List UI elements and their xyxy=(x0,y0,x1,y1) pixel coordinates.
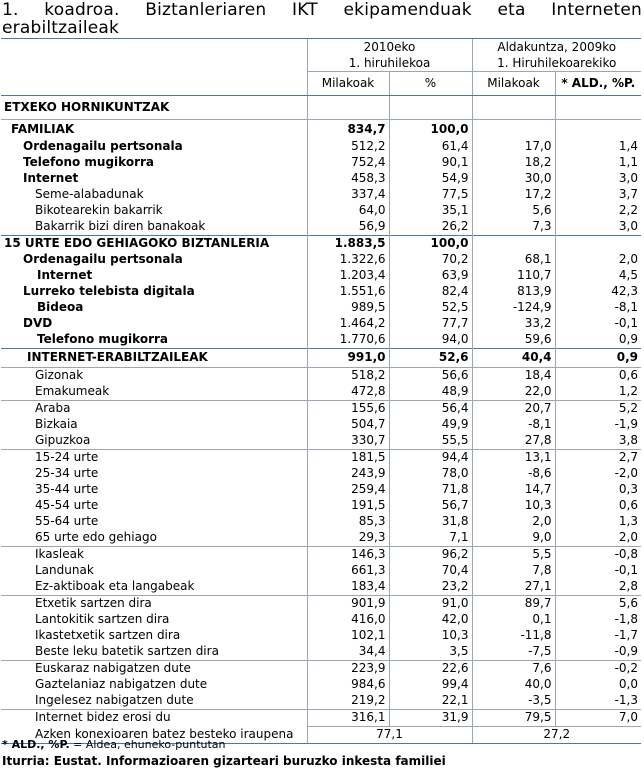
footnote xyxy=(2,738,226,751)
table-row xyxy=(1,612,641,628)
table-row xyxy=(1,367,641,384)
row-label: Araba xyxy=(1,400,307,417)
cell-change-ald: -0,9 xyxy=(555,644,641,661)
row-label: Etxetik sartzen dira xyxy=(1,595,307,612)
row-label: Bizkaia xyxy=(35,417,78,431)
cell-pct: 94,0 xyxy=(389,332,472,349)
cell-pct: 96,2 xyxy=(389,546,472,563)
table-row xyxy=(1,96,641,120)
cell-pct: 56,6 xyxy=(389,367,472,384)
cell-milakoak: 85,3 xyxy=(307,514,389,530)
cell-change-milakoak: -11,8 xyxy=(472,628,555,644)
cell-milakoak: 330,7 xyxy=(307,433,389,450)
table-row xyxy=(1,660,641,677)
cell-change-milakoak: -3,5 xyxy=(472,693,555,710)
cell-milakoak: 337,4 xyxy=(307,187,389,203)
header-milakoak: Milakoak xyxy=(307,72,389,96)
cell-change-ald: 0,9 xyxy=(555,348,641,367)
table-row xyxy=(1,219,641,236)
cell-milakoak: 834,7 xyxy=(307,120,389,139)
row-label: Ez-aktiboak eta langabeak xyxy=(35,579,195,593)
cell-change-milakoak: 89,7 xyxy=(472,595,555,612)
cell-pct: 3,5 xyxy=(389,644,472,661)
cell-pct xyxy=(389,96,472,120)
cell-change-ald: 0,3 xyxy=(555,482,641,498)
table-row xyxy=(1,482,641,498)
cell-change-milakoak: 18,2 xyxy=(472,155,555,171)
cell-change-milakoak: 79,5 xyxy=(472,709,555,726)
row-label: INTERNET-ERABILTZAILEAK xyxy=(1,348,307,367)
cell-pct: 31,8 xyxy=(389,514,472,530)
merged-value-2010: 77,1 xyxy=(307,726,472,743)
table-row xyxy=(1,268,641,284)
row-label: DVD xyxy=(23,316,53,330)
cell-change-milakoak: 7,8 xyxy=(472,563,555,579)
cell-change-ald: -0,2 xyxy=(555,660,641,677)
cell-change-ald: 2,0 xyxy=(555,252,641,268)
cell-change-milakoak: 20,7 xyxy=(472,400,555,417)
table-row xyxy=(1,332,641,349)
cell-change-ald: 3,8 xyxy=(555,433,641,450)
table-row xyxy=(1,120,641,139)
cell-change-milakoak: 68,1 xyxy=(472,252,555,268)
table-row xyxy=(1,384,641,401)
cell-change-ald: 3,0 xyxy=(555,171,641,187)
cell-pct: 52,5 xyxy=(389,300,472,316)
cell-change-ald: 1,3 xyxy=(555,514,641,530)
cell-change-ald: 1,1 xyxy=(555,155,641,171)
table-row xyxy=(1,546,641,563)
cell-change-milakoak: 18,4 xyxy=(472,367,555,384)
cell-pct: 56,7 xyxy=(389,498,472,514)
cell-change-ald xyxy=(555,235,641,252)
table-row xyxy=(1,644,641,661)
cell-pct: 52,6 xyxy=(389,348,472,367)
source-note: Iturria: Eustat. Informazioaren gizarteari buruzko inkesta familiei xyxy=(2,754,446,768)
header-change-sub: 1. Hiruhilekoarekiko xyxy=(472,55,641,72)
cell-pct: 42,0 xyxy=(389,612,472,628)
cell-change-ald: 0,6 xyxy=(555,498,641,514)
cell-change-ald: -2,0 xyxy=(555,466,641,482)
cell-change-ald: 5,6 xyxy=(555,595,641,612)
cell-pct: 70,4 xyxy=(389,563,472,579)
cell-milakoak: 29,3 xyxy=(307,530,389,547)
row-label: 15 URTE EDO GEHIAGOKO BIZTANLERIA xyxy=(1,235,307,252)
cell-change-milakoak: 10,3 xyxy=(472,498,555,514)
row-label: Bideoa xyxy=(37,300,84,314)
cell-milakoak: 518,2 xyxy=(307,367,389,384)
cell-change-ald: 3,0 xyxy=(555,219,641,236)
cell-change-milakoak: 17,0 xyxy=(472,139,555,155)
cell-milakoak: 56,9 xyxy=(307,219,389,236)
cell-change-ald: -8,1 xyxy=(555,300,641,316)
row-label: Ordenagailu pertsonala xyxy=(23,252,183,266)
row-label: 15-24 urte xyxy=(1,449,307,466)
cell-change-ald: 1,4 xyxy=(555,139,641,155)
cell-pct: 35,1 xyxy=(389,203,472,219)
cell-milakoak: 989,5 xyxy=(307,300,389,316)
table-row xyxy=(1,235,641,252)
cell-milakoak: 1.551,6 xyxy=(307,284,389,300)
table-row xyxy=(1,316,641,332)
footnote-symbol: * ALD., %P. xyxy=(2,738,70,751)
cell-change-milakoak: 40,0 xyxy=(472,677,555,693)
cell-change-milakoak: 22,0 xyxy=(472,384,555,401)
table-row xyxy=(1,514,641,530)
cell-pct: 71,8 xyxy=(389,482,472,498)
cell-milakoak: 34,4 xyxy=(307,644,389,661)
cell-milakoak: 661,3 xyxy=(307,563,389,579)
table-row xyxy=(1,300,641,316)
table-row xyxy=(1,252,641,268)
row-label: Telefono mugikorra xyxy=(37,332,168,346)
cell-pct: 54,9 xyxy=(389,171,472,187)
cell-change-ald: -1,7 xyxy=(555,628,641,644)
cell-pct: 82,4 xyxy=(389,284,472,300)
cell-milakoak: 181,5 xyxy=(307,449,389,466)
header-2010-sub: 1. hiruhilekoa xyxy=(307,55,472,72)
row-label: Ingelesez nabigatzen dute xyxy=(35,693,194,707)
row-label: FAMILIAK xyxy=(1,120,307,139)
cell-change-milakoak xyxy=(472,235,555,252)
table-row xyxy=(1,579,641,596)
header-pct: % xyxy=(389,72,472,96)
cell-milakoak: 458,3 xyxy=(307,171,389,187)
cell-milakoak: 984,6 xyxy=(307,677,389,693)
row-label: 65 urte edo gehiago xyxy=(35,530,157,544)
table-title xyxy=(2,1,642,37)
cell-milakoak: 183,4 xyxy=(307,579,389,596)
cell-pct: 77,7 xyxy=(389,316,472,332)
cell-change-milakoak: 7,6 xyxy=(472,660,555,677)
cell-change-ald: 42,3 xyxy=(555,284,641,300)
cell-pct: 70,2 xyxy=(389,252,472,268)
cell-change-ald: -0,8 xyxy=(555,546,641,563)
cell-milakoak: 64,0 xyxy=(307,203,389,219)
cell-change-ald: 2,8 xyxy=(555,579,641,596)
cell-pct: 22,6 xyxy=(389,660,472,677)
cell-milakoak: 512,2 xyxy=(307,139,389,155)
cell-change-ald: 5,2 xyxy=(555,400,641,417)
row-label: Lantokitik sartzen dira xyxy=(35,612,170,626)
cell-milakoak: 243,9 xyxy=(307,466,389,482)
table-row xyxy=(1,139,641,155)
cell-pct: 23,2 xyxy=(389,579,472,596)
table-row xyxy=(1,709,641,726)
cell-change-ald: -1,8 xyxy=(555,612,641,628)
row-label: Ikastetxetik sartzen dira xyxy=(35,628,181,642)
cell-pct: 77,5 xyxy=(389,187,472,203)
row-label: Telefono mugikorra xyxy=(23,155,154,169)
merged-value-change: 27,2 xyxy=(472,726,641,743)
cell-pct: 56,4 xyxy=(389,400,472,417)
row-label: Azken konexioaren batez besteko iraupena xyxy=(1,726,307,743)
row-label: Ikasleak xyxy=(1,546,307,563)
row-label: Gaztelaniaz nabigatzen dute xyxy=(35,677,208,691)
header-2010: 2010eko xyxy=(307,39,472,56)
cell-change-milakoak: 110,7 xyxy=(472,268,555,284)
cell-change-milakoak: -8,1 xyxy=(472,417,555,433)
cell-pct: 100,0 xyxy=(389,120,472,139)
data-table xyxy=(1,38,641,744)
cell-pct: 10,3 xyxy=(389,628,472,644)
cell-change-ald: 2,0 xyxy=(555,530,641,547)
cell-milakoak: 316,1 xyxy=(307,709,389,726)
cell-pct: 100,0 xyxy=(389,235,472,252)
cell-milakoak: 504,7 xyxy=(307,417,389,433)
cell-change-ald: 4,5 xyxy=(555,268,641,284)
row-label: Internet xyxy=(23,171,79,185)
cell-change-milakoak: -124,9 xyxy=(472,300,555,316)
cell-change-milakoak: 27,1 xyxy=(472,579,555,596)
cell-change-milakoak: 14,7 xyxy=(472,482,555,498)
cell-milakoak xyxy=(307,96,389,120)
row-label: Internet bidez erosi du xyxy=(1,709,307,726)
row-label: Beste leku batetik sartzen dira xyxy=(35,644,219,658)
row-label: Seme-alabadunak xyxy=(35,187,144,201)
table-row xyxy=(1,449,641,466)
cell-change-milakoak: 13,1 xyxy=(472,449,555,466)
title-line-1: 1. koadroa. Biztanleriaren IKT ekipamenduak eta Interneten xyxy=(2,0,642,20)
cell-milakoak: 1.464,2 xyxy=(307,316,389,332)
cell-change-milakoak xyxy=(472,96,555,120)
table-row xyxy=(1,433,641,450)
cell-pct: 94,4 xyxy=(389,449,472,466)
cell-change-ald: -0,1 xyxy=(555,563,641,579)
cell-pct: 91,0 xyxy=(389,595,472,612)
cell-change-ald xyxy=(555,96,641,120)
cell-pct: 63,9 xyxy=(389,268,472,284)
cell-pct: 90,1 xyxy=(389,155,472,171)
cell-pct: 31,9 xyxy=(389,709,472,726)
row-label: 45-54 urte xyxy=(35,498,99,512)
cell-milakoak: 901,9 xyxy=(307,595,389,612)
table-row xyxy=(1,530,641,547)
cell-pct: 49,9 xyxy=(389,417,472,433)
cell-milakoak: 146,3 xyxy=(307,546,389,563)
cell-milakoak: 155,6 xyxy=(307,400,389,417)
cell-change-ald: 1,2 xyxy=(555,384,641,401)
cell-milakoak: 1.883,5 xyxy=(307,235,389,252)
row-label: Gipuzkoa xyxy=(35,433,91,447)
cell-change-ald: 0,9 xyxy=(555,332,641,349)
cell-change-milakoak: 813,9 xyxy=(472,284,555,300)
row-label: 55-64 urte xyxy=(35,514,99,528)
row-label: Ordenagailu pertsonala xyxy=(23,139,183,153)
table-row xyxy=(1,187,641,203)
cell-milakoak: 991,0 xyxy=(307,348,389,367)
cell-change-ald: 7,0 xyxy=(555,709,641,726)
cell-change-ald: -0,1 xyxy=(555,316,641,332)
cell-milakoak: 472,8 xyxy=(307,384,389,401)
table-row xyxy=(1,693,641,710)
cell-change-ald xyxy=(555,120,641,139)
row-label: Bakarrik bizi diren banakoak xyxy=(35,219,206,233)
header-ald: * ALD., %P. xyxy=(555,72,641,96)
cell-pct: 7,1 xyxy=(389,530,472,547)
table-row xyxy=(1,400,641,417)
cell-change-milakoak: 0,1 xyxy=(472,612,555,628)
row-label: Bikotearekin bakarrik xyxy=(35,203,163,217)
table-row xyxy=(1,498,641,514)
row-label: Euskaraz nabigatzen dute xyxy=(1,660,307,677)
cell-milakoak: 102,1 xyxy=(307,628,389,644)
header-milakoak-change: Milakoak xyxy=(472,72,555,96)
table-row xyxy=(1,171,641,187)
header-change: Aldakuntza, 2009ko xyxy=(472,39,641,56)
cell-change-milakoak: -8,6 xyxy=(472,466,555,482)
row-label: Landunak xyxy=(35,563,94,577)
table-row xyxy=(1,677,641,693)
cell-pct: 48,9 xyxy=(389,384,472,401)
cell-change-milakoak: 5,5 xyxy=(472,546,555,563)
cell-pct: 78,0 xyxy=(389,466,472,482)
table-row xyxy=(1,203,641,219)
cell-change-ald: 2,2 xyxy=(555,203,641,219)
row-label: Gizonak xyxy=(1,367,307,384)
cell-change-ald: 0,6 xyxy=(555,367,641,384)
cell-change-milakoak: 33,2 xyxy=(472,316,555,332)
cell-milakoak: 223,9 xyxy=(307,660,389,677)
row-label: ETXEKO HORNIKUNTZAK xyxy=(4,100,170,114)
footnote-text: = Aldea, ehuneko-puntutan xyxy=(69,738,226,751)
table-row xyxy=(1,348,641,367)
row-label: Emakumeak xyxy=(35,384,110,398)
row-label: 25-34 urte xyxy=(35,466,99,480)
cell-change-milakoak: 7,3 xyxy=(472,219,555,236)
cell-change-ald: -1,9 xyxy=(555,417,641,433)
cell-pct: 99,4 xyxy=(389,677,472,693)
cell-pct: 61,4 xyxy=(389,139,472,155)
cell-milakoak: 259,4 xyxy=(307,482,389,498)
table-row xyxy=(1,466,641,482)
cell-change-ald: 3,7 xyxy=(555,187,641,203)
cell-pct: 22,1 xyxy=(389,693,472,710)
cell-change-milakoak: 59,6 xyxy=(472,332,555,349)
row-label: Lurreko telebista digitala xyxy=(23,284,195,298)
cell-change-milakoak: 40,4 xyxy=(472,348,555,367)
row-label: Internet xyxy=(37,268,93,282)
table-row xyxy=(1,417,641,433)
table-row xyxy=(1,628,641,644)
cell-change-ald: -1,3 xyxy=(555,693,641,710)
cell-change-milakoak: 2,0 xyxy=(472,514,555,530)
cell-milakoak: 1.322,6 xyxy=(307,252,389,268)
header-empty xyxy=(1,39,307,96)
cell-pct: 26,2 xyxy=(389,219,472,236)
table-row xyxy=(1,284,641,300)
cell-milakoak: 219,2 xyxy=(307,693,389,710)
title-line-2: erabiltzaileak xyxy=(2,18,120,38)
table-row xyxy=(1,595,641,612)
cell-change-ald: 0,0 xyxy=(555,677,641,693)
cell-milakoak: 1.770,6 xyxy=(307,332,389,349)
cell-change-milakoak: 5,6 xyxy=(472,203,555,219)
table-row xyxy=(1,563,641,579)
cell-change-milakoak: 17,2 xyxy=(472,187,555,203)
cell-change-ald: 2,7 xyxy=(555,449,641,466)
cell-change-milakoak: -7,5 xyxy=(472,644,555,661)
cell-milakoak: 416,0 xyxy=(307,612,389,628)
cell-change-milakoak: 27,8 xyxy=(472,433,555,450)
cell-change-milakoak: 30,0 xyxy=(472,171,555,187)
cell-change-milakoak: 9,0 xyxy=(472,530,555,547)
cell-change-milakoak xyxy=(472,120,555,139)
cell-milakoak: 752,4 xyxy=(307,155,389,171)
cell-pct: 55,5 xyxy=(389,433,472,450)
row-label: 35-44 urte xyxy=(35,482,99,496)
table-row xyxy=(1,155,641,171)
cell-milakoak: 191,5 xyxy=(307,498,389,514)
cell-milakoak: 1.203,4 xyxy=(307,268,389,284)
